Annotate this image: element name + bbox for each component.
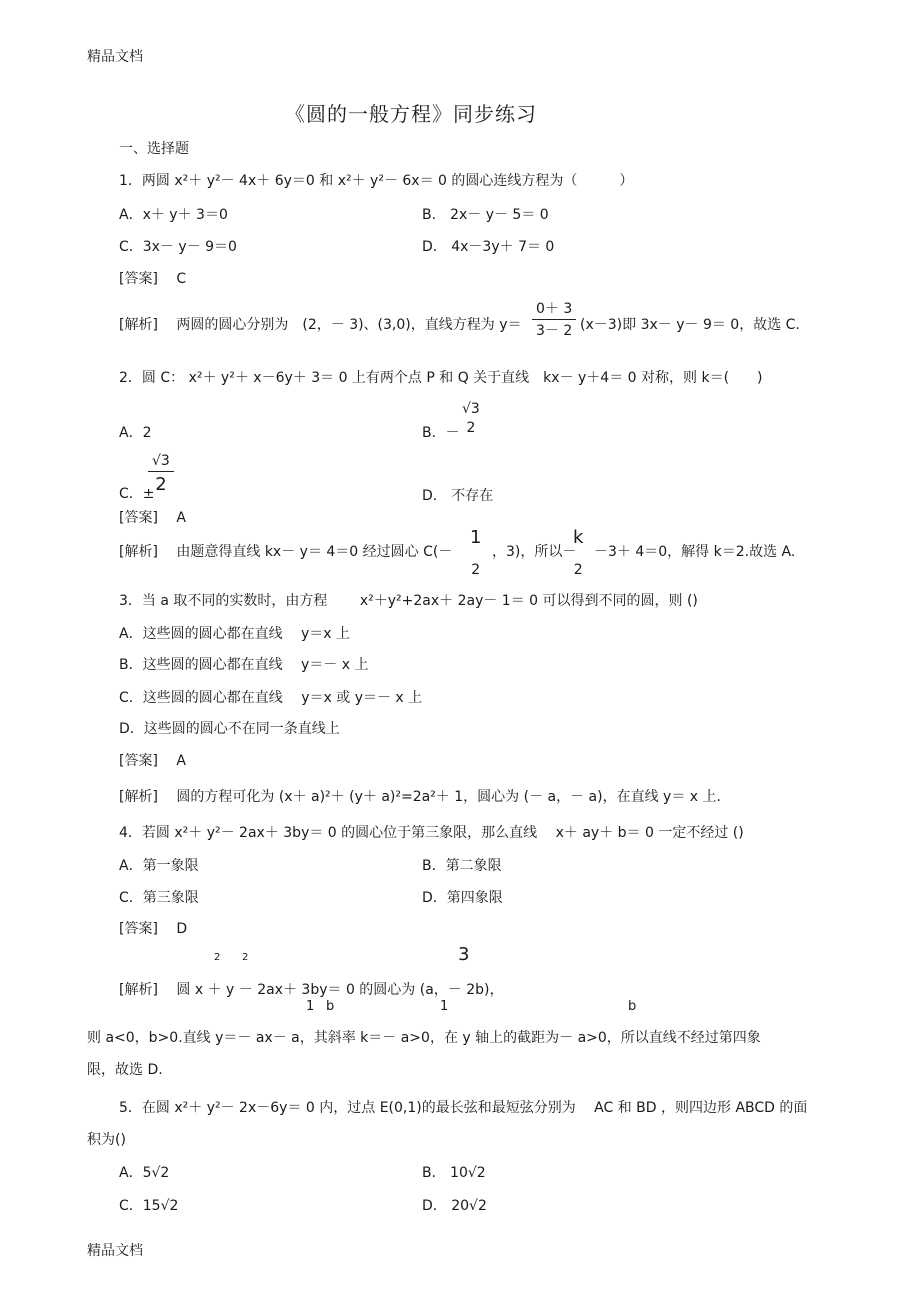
question-5-stem-cont: 积为() (87, 1132, 126, 1148)
question-4-stem: 4．若圆 x²＋ y²－ 2ax＋ 3by＝ 0 的圆心位于第三象限，那么直线 x＋ ay＋ b＝ 0 一定不经过 () (119, 825, 744, 841)
question-1-option-b: B． 2x－ y－ 5＝ 0 (422, 207, 549, 223)
question-4-fraction-1b: 1 (440, 999, 449, 1014)
question-4-analysis-line-2: 则 a<0，b>0.直线 y＝－ ax－ a，其斜率 k＝－ a>0，在 y 轴上的截距为－ a>0，所以直线不经过第四象 (87, 1030, 761, 1046)
question-1-analysis: [解析] 两圆的圆心分别为 (2，－ 3)、(3,0)，直线方程为 y＝ (119, 317, 522, 333)
question-5-option-c: C．15√2 (119, 1198, 179, 1214)
question-2-analysis-end: －3＋ 4＝0，解得 k＝2.故选 A. (594, 544, 796, 560)
fraction-denominator: 2 (148, 471, 174, 494)
question-1-option-d: D． 4x－3y＋ 7＝ 0 (422, 239, 555, 255)
question-4-superscript: 2 (214, 952, 221, 963)
question-1-fraction (532, 302, 576, 338)
question-1-answer: [答案] C (119, 271, 187, 287)
question-2-fraction-k (569, 529, 587, 577)
question-4-answer: [答案] D (119, 921, 188, 937)
question-5-option-b: B． 10√2 (422, 1165, 486, 1181)
fraction-numerator: √3 (462, 401, 480, 417)
question-4-analysis-line-3: 限，故选 D. (87, 1062, 163, 1078)
fraction-numerator: 0＋ 3 (536, 301, 573, 317)
question-2-option-d: D． 不存在 (422, 488, 494, 504)
question-4-fraction-bb: b (628, 999, 637, 1014)
question-2-analysis-mid: ，3)，所以－ (492, 544, 577, 560)
question-4-analysis-line-1: [解析] 圆 x ＋ y － 2ax＋ 3by＝ 0 的圆心为 (a，－ 2b)， (119, 982, 504, 998)
question-2-stem: 2．圆 C： x²＋ y²＋ x－6y＋ 3＝ 0 上有两个点 P 和 Q 关于直线 kx－ y＋4＝ 0 对称，则 k＝( ) (119, 370, 763, 386)
question-2-analysis: [解析] 由题意得直线 kx－ y＝ 4＝0 经过圆心 C(－ (119, 544, 453, 560)
question-4-option-c: C．第三象限 (119, 890, 199, 906)
page-title: 《圆的一般方程》同步练习 (285, 102, 537, 126)
question-4-option-b: B．第二象限 (422, 858, 502, 874)
question-5-option-a: A．5√2 (119, 1165, 170, 1181)
fraction-denominator: 2 (573, 562, 583, 578)
question-4-fraction-3: 3 (458, 944, 470, 965)
fraction-denominator: 2 (466, 420, 476, 436)
question-2-option-b-fraction (458, 402, 484, 435)
question-3-option-c: C．这些圆的圆心都在直线 y＝x 或 y＝－ x 上 (119, 690, 423, 706)
question-4-fraction-b: b (326, 999, 335, 1014)
question-4-superscript-2: 2 (242, 952, 249, 963)
question-4-fraction-1: 1 (306, 999, 315, 1014)
question-2-answer: [答案] A (119, 510, 186, 526)
page-header: 精品文档 (87, 49, 143, 65)
page-footer: 精品文档 (87, 1243, 143, 1259)
question-3-option-d: D．这些圆的圆心不在同一条直线上 (119, 721, 340, 737)
question-2-option-b: B．－ (422, 425, 460, 441)
question-1-analysis-end: (x－3)即 3x－ y－ 9＝ 0，故选 C. (580, 317, 800, 333)
question-5-stem: 5．在圆 x²＋ y²－ 2x－6y＝ 0 内，过点 E(0,1)的最长弦和最短弦分别为 AC 和 BD ，则四边形 ABCD 的面 (119, 1100, 808, 1116)
question-1-stem: 1．两圆 x²＋ y²－ 4x＋ 6y＝0 和 x²＋ y²－ 6x＝ 0 的圆心连线方程为（ ） (119, 173, 634, 189)
question-3-analysis: [解析] 圆的方程可化为 (x＋ a)²＋ (y＋ a)²=2a²＋ 1，圆心为 (－ a，－ a)，在直线 y＝ x 上. (119, 789, 721, 805)
fraction-denominator: 3－ 2 (532, 319, 576, 338)
fraction-numerator: 1 (470, 527, 482, 548)
section-heading: 一、选择题 (119, 141, 189, 157)
question-2-option-c: C．± (119, 486, 155, 502)
fraction-numerator: k (573, 527, 584, 548)
question-2-fraction-half (466, 529, 485, 577)
fraction-numerator: √3 (152, 453, 170, 469)
question-5-option-d: D． 20√2 (422, 1198, 487, 1214)
question-3-stem: 3．当 a 取不同的实数时，由方程 x²＋y²+2ax＋ 2ay－ 1＝ 0 可以得到不同的圆，则 () (119, 593, 698, 609)
question-2-option-a: A．2 (119, 425, 152, 441)
question-1-option-a: A．x＋ y＋ 3＝0 (119, 207, 228, 223)
question-3-answer: [答案] A (119, 753, 186, 769)
question-4-option-a: A．第一象限 (119, 858, 199, 874)
question-3-option-a: A．这些圆的圆心都在直线 y＝x 上 (119, 626, 351, 642)
question-3-option-b: B．这些圆的圆心都在直线 y＝－ x 上 (119, 657, 369, 673)
fraction-denominator: 2 (471, 562, 481, 578)
question-1-option-c: C．3x－ y－ 9＝0 (119, 239, 237, 255)
question-4-option-d: D．第四象限 (422, 890, 503, 906)
